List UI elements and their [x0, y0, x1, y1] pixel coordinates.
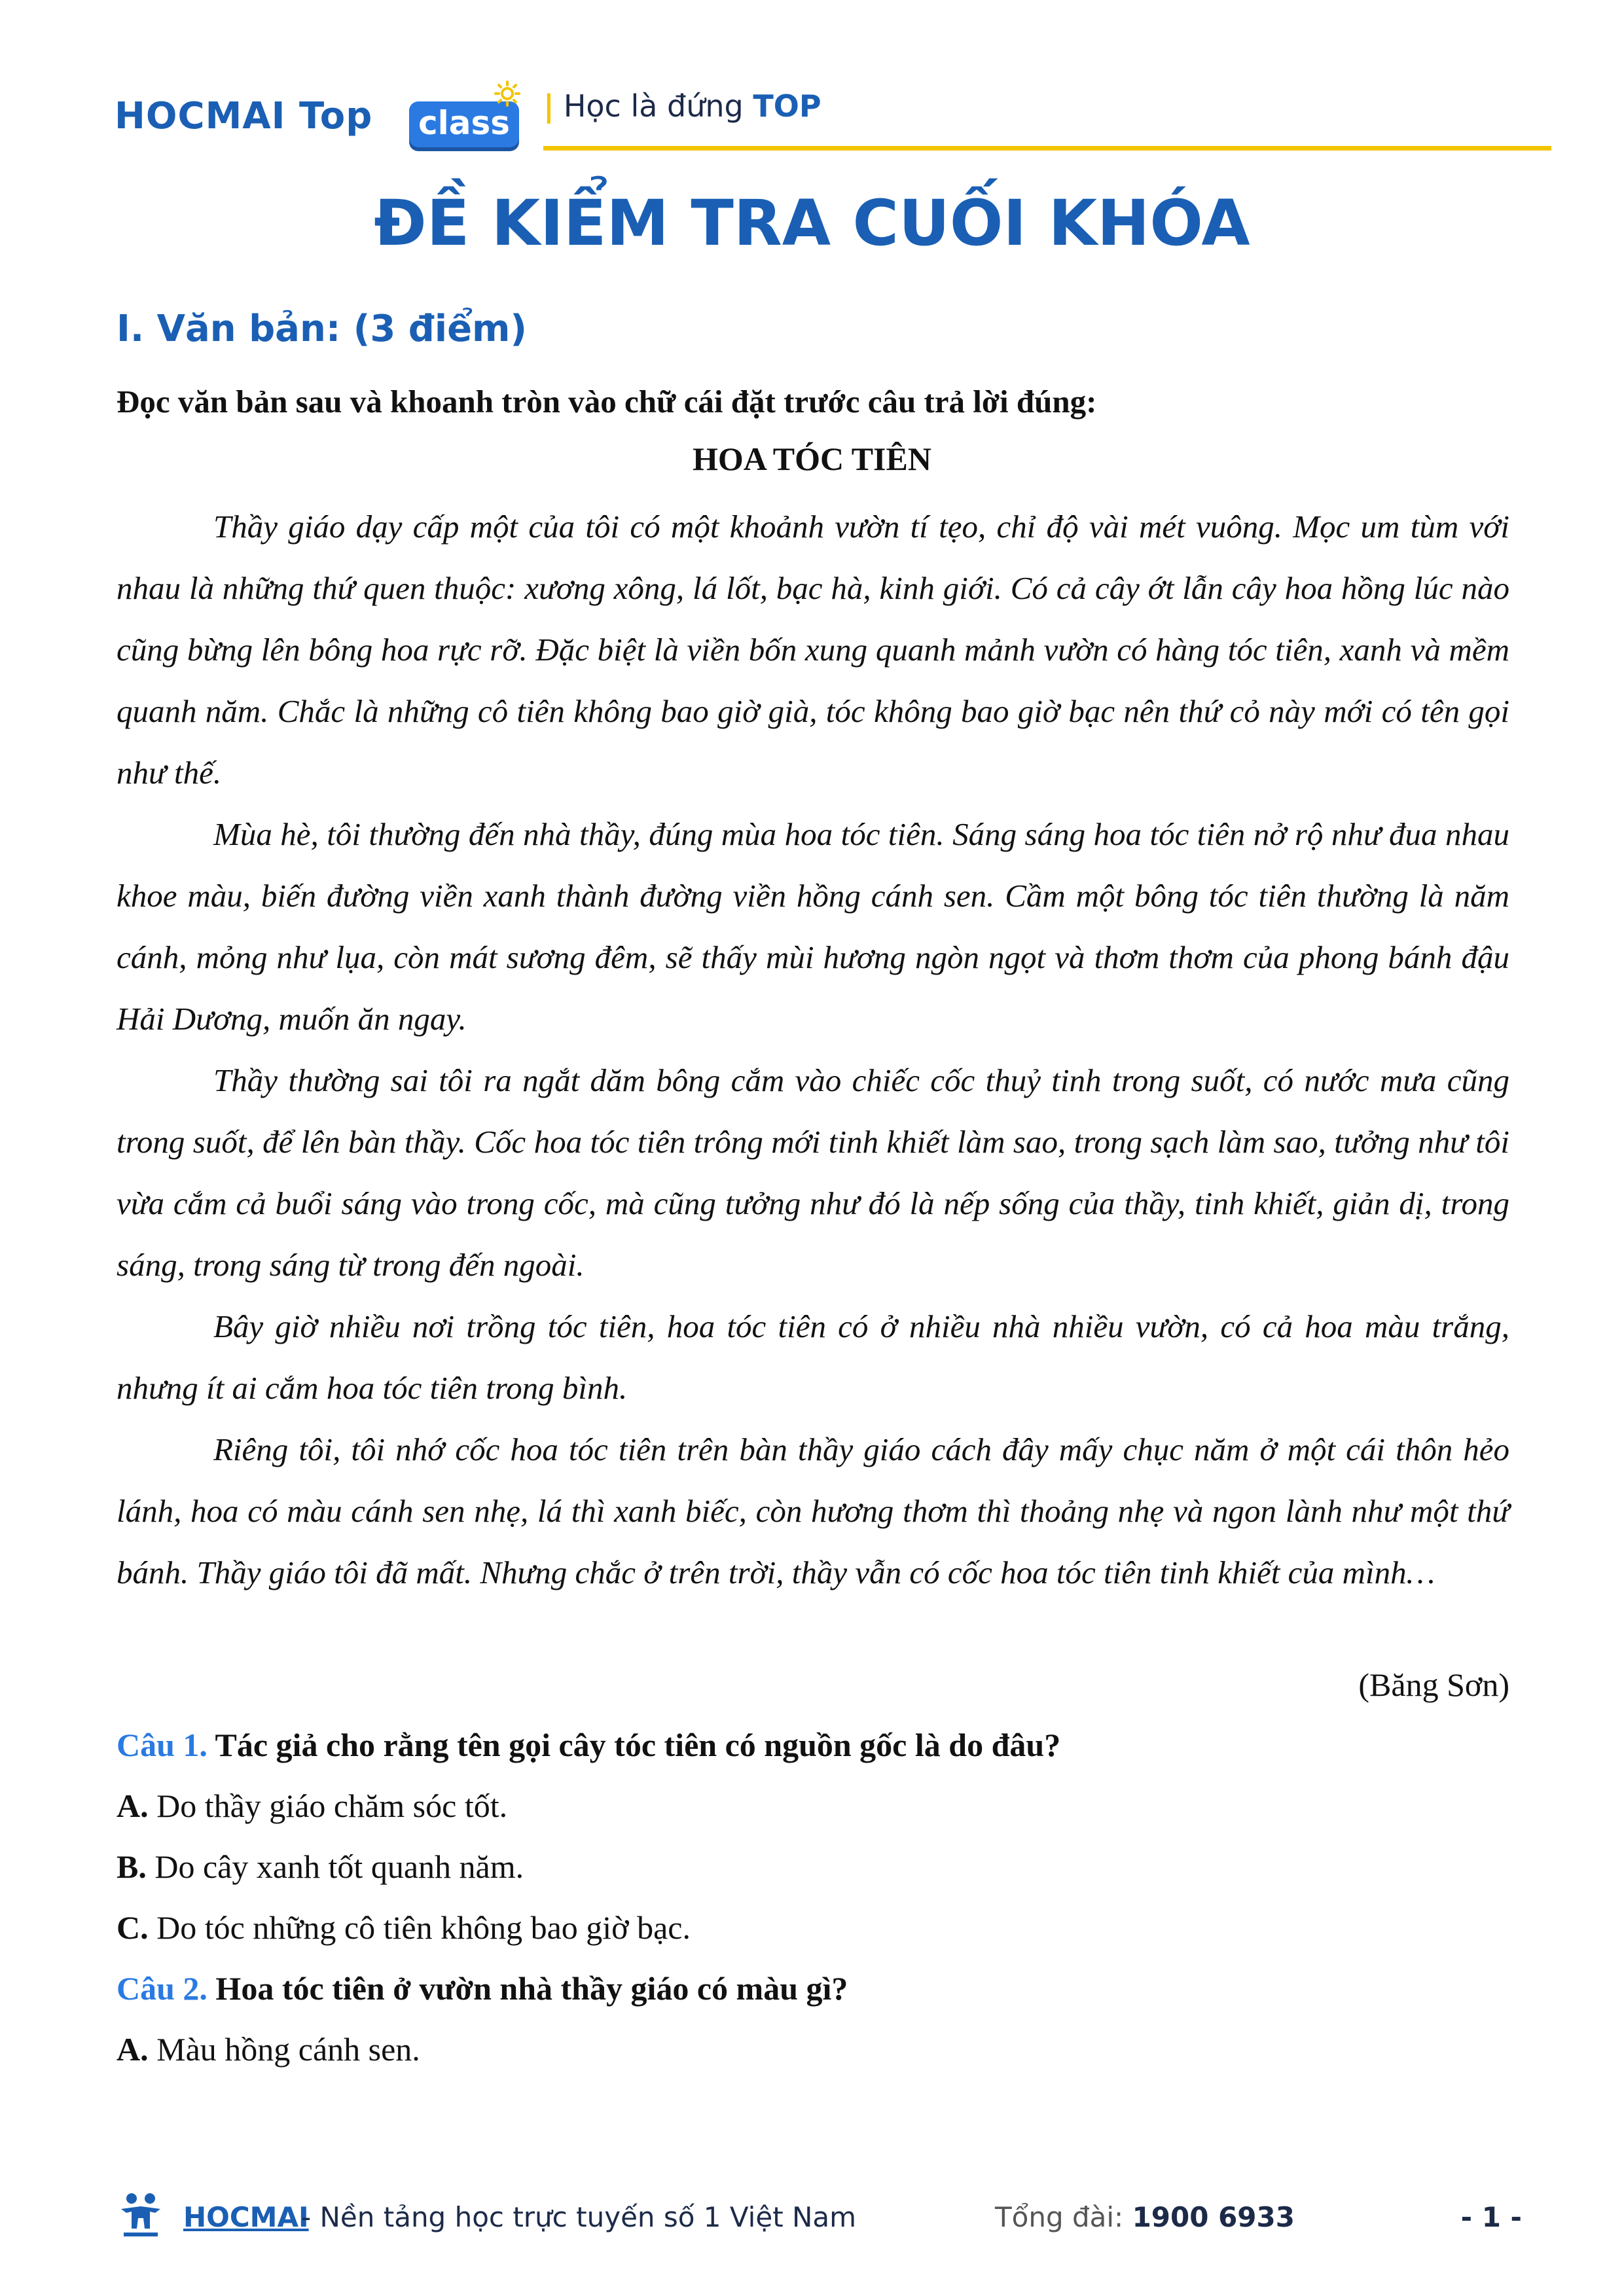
footer-description: - Nền tảng học trực tuyến số 1 Việt Nam — [301, 2201, 857, 2233]
page-footer — [115, 2189, 1522, 2248]
logo-wordmark: HOCMAI Top — [115, 95, 373, 137]
instruction-text: Đọc văn bản sau và khoanh tròn vào chữ cái đặt trước câu trả lời đúng: — [117, 384, 1097, 420]
footer-hotline — [995, 2201, 1295, 2233]
header-tagline — [543, 88, 821, 124]
option-text: Do thầy giáo chăm sóc tốt. — [148, 1787, 508, 1824]
option-text: Do cây xanh tốt quanh năm. — [146, 1848, 524, 1885]
reading-passage — [117, 496, 1509, 1604]
sun-icon — [494, 81, 520, 107]
option-letter: A. — [117, 1787, 149, 1824]
passage-paragraph: Thầy thường sai tôi ra ngắt dăm bông cắm vào chiếc cốc thuỷ tinh trong suốt, có nước mưa cũng trong suốt, để lên bàn thầy. Cốc hoa tóc tiên trông mới tinh khiết làm sao, trong sạch làm sao, tưởng như tôi vừa cắm cả buổi sáng vào trong cốc, mà cũng tưởng như đó là nếp sống của thầy, tinh khiết, giản dị, trong sáng, trong sáng từ trong đến ngoài. — [117, 1062, 1509, 1283]
question-number: Câu 2. — [117, 1970, 208, 2007]
tagline-highlight: TOP — [753, 88, 821, 124]
option-letter: B. — [117, 1848, 147, 1885]
question-text: Hoa tóc tiên ở vườn nhà thầy giáo có màu gì? — [207, 1970, 848, 2007]
story-title: HOA TÓC TIÊN — [693, 440, 931, 477]
option-text: Do tóc những cô tiên không bao giờ bạc. — [148, 1909, 691, 1946]
section-heading: I. Văn bản: (3 điểm) — [117, 308, 527, 350]
passage-paragraph: Riêng tôi, tôi nhớ cốc hoa tóc tiên trên bàn thầy giáo cách đây mấy chục năm ở một cái thôn hẻo lánh, hoa có màu cánh sen nhẹ, lá thì xanh biếc, còn hương thơm thì thoảng nhẹ và ngon lành như một thứ bánh. Thầy giáo tôi đã mất. Nhưng chắc ở trên trời, thầy vẫn có cốc hoa tóc tiên tinh khiết của mình… — [117, 1431, 1509, 1590]
answer-option[interactable] — [117, 1787, 1524, 1825]
logo-class-badge: class — [409, 101, 519, 147]
passage-paragraph: Bây giờ nhiều nơi trồng tóc tiên, hoa tóc tiên có ở nhiều nhà nhiều vườn, có cả hoa màu trắng, nhưng ít ai cắm hoa tóc tiên trong bình. — [117, 1308, 1509, 1406]
footer-brand-link[interactable]: HOCMAI — [183, 2201, 309, 2233]
answer-option[interactable] — [117, 1848, 1524, 1886]
passage-paragraph: Thầy giáo dạy cấp một của tôi có một khoảnh vườn tí tẹo, chỉ độ vài mét vuông. Mọc um tùm với nhau là những thứ quen thuộc: xương xông, lá lốt, bạc hà, kinh giới. Có cả cây ớt lẫn cây hoa hồng lúc nào cũng bừng lên bông hoa rực rỡ. Đặc biệt là viền bốn xung quanh mảnh vườn có hàng tóc tiên, xanh và mềm quanh năm. Chắc là những cô tiên không bao giờ già, tóc không bao giờ bạc nên thứ cỏ này mới có tên gọi như thế. — [117, 509, 1509, 791]
question-text: Tác giả cho rằng tên gọi cây tóc tiên có nguồn gốc là do đâu? — [207, 1727, 1061, 1763]
header-divider — [543, 146, 1551, 151]
question-2 — [117, 1969, 1524, 2007]
tagline-divider: | — [543, 88, 554, 124]
question-1 — [117, 1726, 1524, 1764]
passage-paragraph: Mùa hè, tôi thường đến nhà thầy, đúng mùa hoa tóc tiên. Sáng sáng hoa tóc tiên nở rộ như đua nhau khoe màu, biến đường viền xanh thành đường viền hồng cánh sen. Cầm một bông tóc tiên thường là năm cánh, mỏng như lụa, còn mát sương đêm, sẽ thấy mùi hương ngòn ngọt và thơm thơm của phong bánh đậu Hải Dương, muốn ăn ngay. — [117, 816, 1509, 1037]
page-title: ĐỀ KIỂM TRA CUỐI KHÓA — [374, 187, 1250, 260]
hotline-number: 1900 6933 — [1132, 2201, 1295, 2233]
hotline-label: Tổng đài: — [995, 2201, 1132, 2233]
tagline-text: Học là đứng — [563, 88, 753, 124]
question-number: Câu 1. — [117, 1727, 208, 1763]
passage-author: (Băng Sơn) — [1358, 1666, 1509, 1703]
hocmai-people-icon — [115, 2189, 167, 2242]
option-letter: A. — [117, 2031, 149, 2068]
answer-option[interactable] — [117, 2030, 1524, 2068]
answer-option[interactable] — [117, 1909, 1524, 1946]
page-number: - 1 - — [1460, 2201, 1522, 2233]
option-letter: C. — [117, 1909, 149, 1946]
page-header — [115, 62, 1561, 154]
option-text: Màu hồng cánh sen. — [148, 2031, 420, 2068]
